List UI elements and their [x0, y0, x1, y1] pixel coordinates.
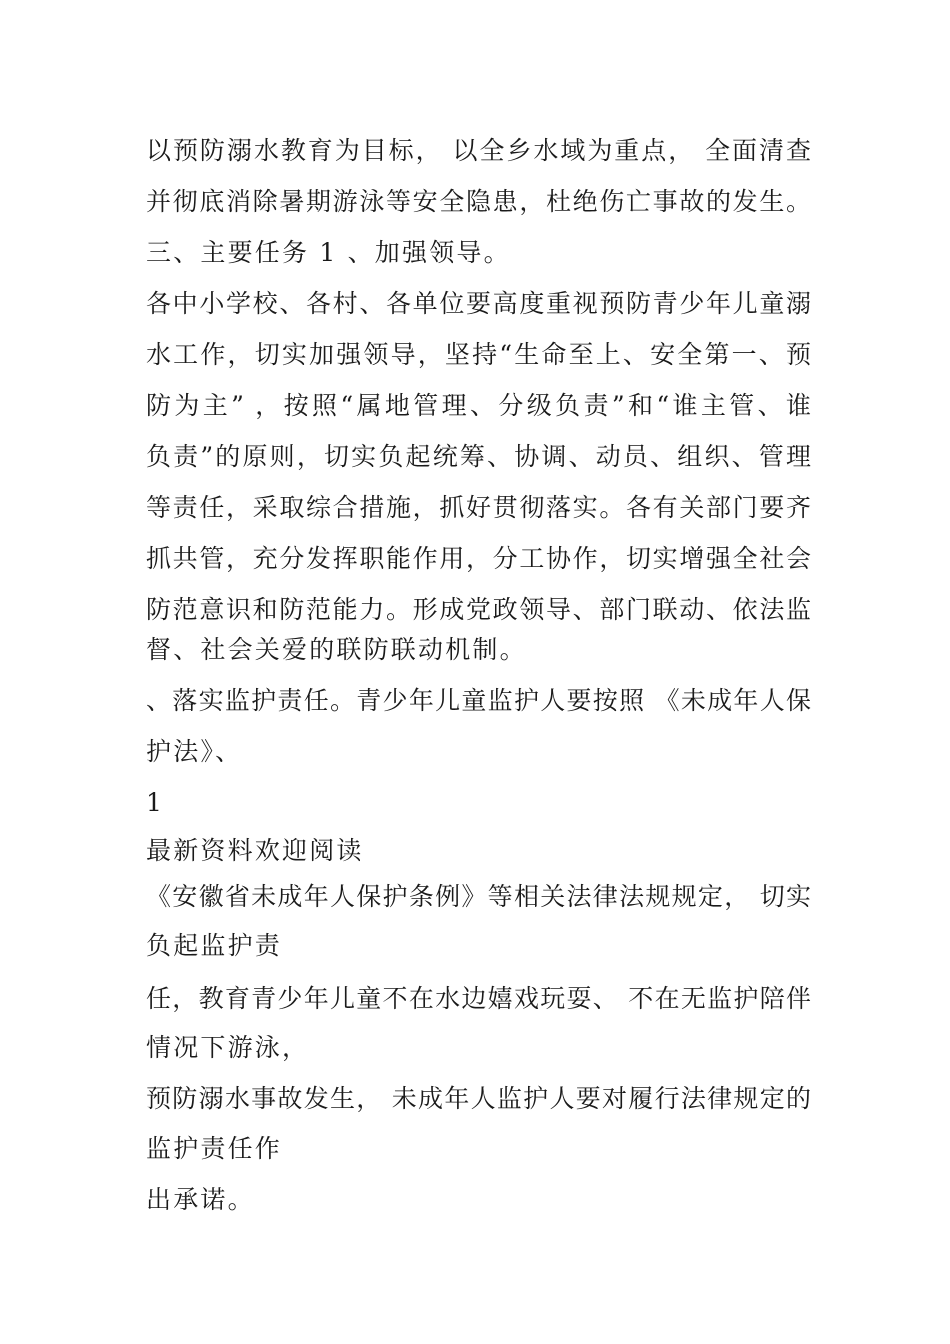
text-line: 负责”的原则，切实负起统筹、协调、动员、组织、管理: [146, 442, 811, 471]
text-line: 并彻底消除暑期游泳等安全隐患，杜绝伤亡事故的发生。: [146, 187, 811, 216]
footer-note: 最新资料欢迎阅读: [146, 836, 364, 865]
text-line: 负起监护责: [146, 931, 283, 960]
text-line: 各中小学校、各村、各单位要高度重视预防青少年儿童溺: [146, 289, 811, 318]
text-line: 以预防溺水教育为目标， 以全乡水域为重点， 全面清查: [146, 136, 811, 165]
text-line: 防范意识和防范能力。形成党政领导、部门联动、依法监: [146, 595, 811, 624]
text-line: 督、社会关爱的联防联动机制。: [146, 635, 527, 664]
text-line: 等责任，采取综合措施，抓好贯彻落实。各有关部门要齐: [146, 493, 811, 522]
text-line: 预防溺水事故发生， 未成年人监护人要对履行法律规定的: [146, 1084, 811, 1113]
text-line: 水工作，切实加强领导，坚持“生命至上、安全第一、预: [146, 340, 811, 369]
text-line: 抓共管，充分发挥职能作用，分工协作，切实增强全社会: [146, 544, 811, 573]
text-line: 情况下游泳，: [146, 1033, 310, 1062]
text-line: 护法》、: [146, 737, 243, 766]
text-line: 出承诺。: [146, 1185, 255, 1214]
text-line: 、落实监护责任。青少年儿童监护人要按照 《未成年人保: [146, 686, 811, 715]
page-number: 1: [146, 788, 162, 817]
text-line: 防为主” ，按照“属地管理、分级负责”和“谁主管、谁: [146, 391, 811, 420]
text-line: 监护责任作: [146, 1134, 283, 1163]
text-line: 《安徽省未成年人保护条例》等相关法律法规规定， 切实: [146, 882, 811, 911]
text-line: 任，教育青少年儿童不在水边嬉戏玩耍、 不在无监护陪伴: [146, 984, 811, 1013]
section-heading: 三、主要任务 1 、加强领导。: [146, 238, 511, 267]
